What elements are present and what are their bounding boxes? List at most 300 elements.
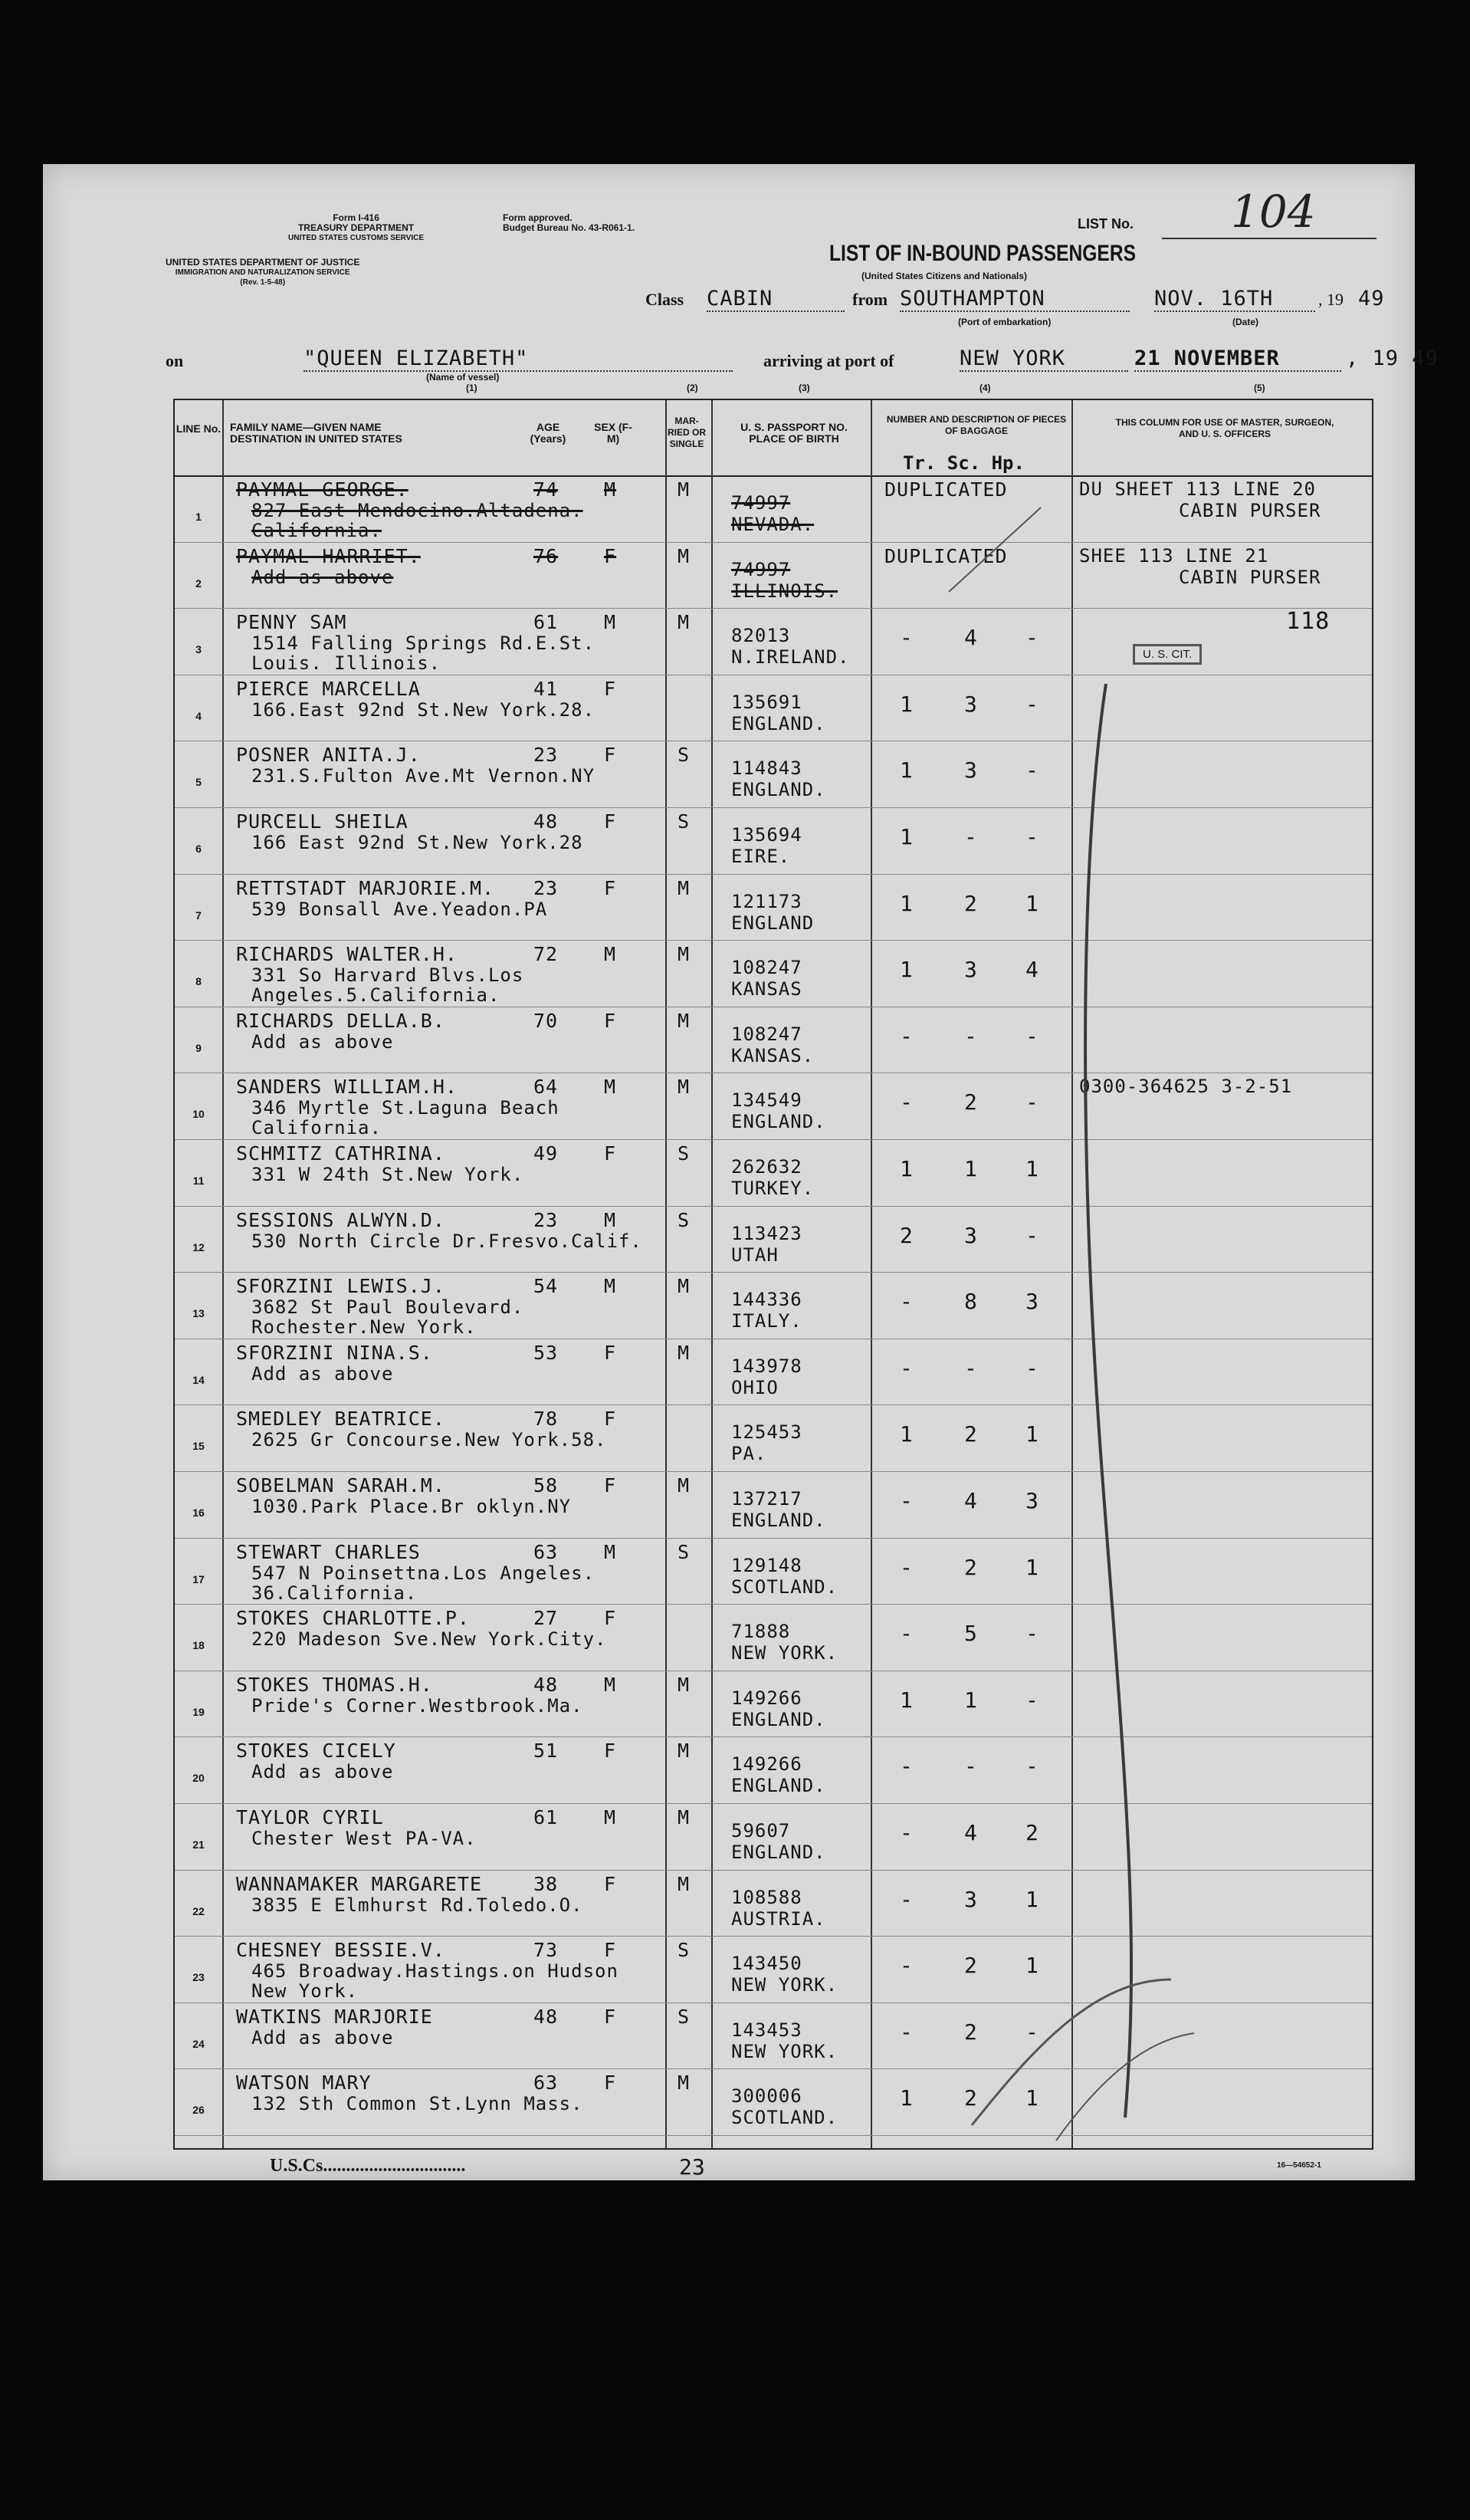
marital-status: M — [678, 1009, 691, 1032]
line-number: 22 — [192, 1904, 205, 1917]
form-header-left — [288, 213, 424, 243]
revision: (Rev. 1-5-48) — [240, 278, 286, 287]
baggage-trunks: 1 — [900, 2085, 914, 2111]
baggage-trunks: - — [900, 1621, 914, 1647]
destination-line-2: California. — [251, 520, 382, 541]
on-label: on — [166, 351, 184, 370]
baggage-handbags: 2 — [1025, 1820, 1039, 1845]
destination: 331 So Harvard Blvs.Los — [251, 964, 524, 987]
passport-number: 74997 — [731, 558, 791, 580]
baggage-handbags: 1 — [1025, 890, 1039, 916]
form-approved: Form approved. — [503, 212, 573, 223]
us-citizen-stamp: U. S. CIT. — [1133, 644, 1202, 665]
baggage-suitcases: - — [964, 1753, 978, 1779]
baggage-trunks: 1 — [900, 1421, 914, 1447]
destination: 220 Madeson Sve.New York.City. — [251, 1628, 607, 1651]
passport-number: 134549 — [731, 1089, 802, 1112]
marital-status: M — [678, 1341, 691, 1364]
line-number: 4 — [195, 709, 202, 722]
passenger-age: 74 — [533, 478, 559, 501]
customs-service: UNITED STATES CUSTOMS SERVICE — [288, 234, 425, 242]
passport-number: 143450 — [731, 1953, 802, 1975]
passenger-name: PAYMAL HARRIET. — [236, 544, 421, 567]
passenger-sex: M — [604, 1540, 617, 1563]
place-of-birth: EIRE. — [731, 846, 791, 867]
arriving-label: arriving at port of — [763, 351, 894, 370]
passenger-sex: F — [604, 1009, 617, 1032]
destination: 530 North Circle Dr.Fresvo.Calif. — [251, 1230, 642, 1252]
place-of-birth: N.IRELAND. — [731, 646, 850, 669]
passenger-sex: M — [604, 1208, 617, 1231]
passport-number: 108247 — [731, 957, 802, 979]
line-number: 20 — [192, 1772, 205, 1785]
budget-bureau: Budget Bureau No. 43-R061-1. — [503, 222, 635, 233]
baggage-suitcases: 3 — [964, 757, 978, 784]
baggage-suitcases: 2 — [964, 1421, 978, 1447]
passenger-age: 23 — [533, 744, 559, 767]
marital-status: S — [678, 1142, 691, 1165]
passport-number: 144336 — [731, 1289, 802, 1311]
baggage-suitcases: 4 — [964, 625, 978, 651]
baggage-note: DUPLICATED — [884, 478, 1008, 501]
line-number: 18 — [192, 1639, 205, 1652]
passenger-sex: F — [604, 744, 617, 767]
baggage-handbags: 3 — [1025, 1488, 1039, 1513]
marital-status: S — [678, 1208, 691, 1231]
marital-status: M — [678, 611, 691, 634]
place-of-birth: ENGLAND. — [731, 1111, 826, 1133]
baggage-handbags: - — [1025, 1355, 1039, 1381]
destination-line-2: New York. — [251, 1980, 359, 2003]
passenger-age: 76 — [533, 544, 559, 567]
destination: 3682 St Paul Boulevard. — [251, 1296, 524, 1319]
marital-status: M — [678, 1740, 691, 1763]
header-passport: U. S. PASSPORT NO. PLACE OF BIRTH — [740, 421, 848, 445]
baggage-handbags: - — [1025, 1687, 1039, 1713]
baggage-suitcases: - — [964, 1355, 978, 1381]
footer-leader-dots: .............................. — [327, 2156, 466, 2176]
passenger-name: WANNAMAKER MARGARETE — [236, 1872, 483, 1895]
passport-number: 114843 — [731, 757, 802, 780]
form-approval — [503, 213, 635, 233]
marital-status: M — [678, 478, 691, 501]
passenger-sex: M — [604, 1673, 617, 1696]
place-of-birth: OHIO — [731, 1376, 779, 1398]
year-prefix: , 19 — [1318, 290, 1344, 309]
passport-number: 82013 — [731, 625, 791, 647]
baggage-suitcases: 2 — [964, 1554, 978, 1580]
baggage-handbags: - — [1025, 1023, 1039, 1049]
place-of-birth: ITALY. — [731, 1310, 802, 1332]
header-baggage-types: Tr. Sc. Hp. — [903, 452, 1025, 474]
place-of-birth: NEW YORK. — [731, 1974, 838, 1996]
baggage-suitcases: 2 — [964, 2085, 978, 2111]
passport-number: 135691 — [731, 691, 802, 713]
destination: Chester West PA-VA. — [251, 1828, 477, 1849]
baggage-suitcases: 2 — [964, 1953, 978, 1979]
destination: 331 W 24th St.New York. — [251, 1164, 524, 1185]
passenger-age: 61 — [533, 611, 559, 634]
line-number: 10 — [192, 1108, 205, 1121]
baggage-suitcases: 4 — [964, 1820, 978, 1845]
passenger-age: 73 — [533, 1939, 559, 1962]
passenger-sex: F — [604, 1341, 617, 1364]
baggage-trunks: - — [900, 1488, 914, 1513]
destination: 539 Bonsall Ave.Yeadon.PA — [251, 898, 548, 920]
passport-number: 143453 — [731, 2019, 802, 2041]
arrival-port: NEW YORK — [960, 347, 1128, 372]
document-subtitle: (United States Citizens and Nationals) — [861, 271, 1028, 281]
passenger-name: TAYLOR CYRIL — [236, 1806, 384, 1828]
passport-number: 149266 — [731, 1753, 802, 1776]
destination-line-2: California. — [251, 1117, 382, 1139]
treasury-dept: TREASURY DEPARTMENT — [297, 222, 415, 233]
line-number: 8 — [195, 975, 202, 988]
marital-status: S — [678, 744, 691, 767]
marital-status: M — [678, 1806, 691, 1828]
marital-status: S — [678, 1540, 691, 1563]
baggage-trunks: 1 — [900, 757, 914, 784]
passport-number: 125453 — [731, 1421, 802, 1444]
marital-status: M — [678, 1076, 691, 1099]
passport-number: 108247 — [731, 1023, 802, 1045]
baggage-handbags: - — [1025, 2019, 1039, 2045]
line-number: 23 — [192, 1971, 205, 1984]
line-number: 16 — [192, 1506, 205, 1519]
list-number: 104 — [1231, 186, 1316, 238]
passenger-sex: M — [604, 478, 617, 501]
passenger-age: 48 — [533, 2005, 559, 2028]
destination-line-2: 36.California. — [251, 1582, 418, 1604]
baggage-suitcases: 4 — [964, 1488, 978, 1513]
marital-status: M — [678, 876, 691, 899]
baggage-trunks: - — [900, 1089, 914, 1115]
header-destination: DESTINATION IN UNITED STATES — [230, 432, 402, 445]
line-number: 13 — [192, 1307, 205, 1320]
baggage-trunks: - — [900, 1886, 914, 1912]
baggage-suitcases: 1 — [964, 1156, 978, 1181]
baggage-trunks: - — [900, 625, 914, 651]
header-married: MAR-RIED OR SINGLE — [667, 416, 706, 449]
marital-status: M — [678, 544, 691, 567]
passenger-name: WATSON MARY — [236, 2072, 372, 2095]
destination-line-2: Louis. Illinois. — [251, 652, 441, 675]
passenger-name: PENNY SAM — [236, 611, 347, 634]
place-of-birth: NEW YORK. — [731, 2040, 838, 2062]
place-of-birth: SCOTLAND. — [731, 1575, 838, 1598]
place-of-birth: AUSTRIA. — [731, 1907, 826, 1930]
manifest-sheet — [43, 164, 1439, 2180]
baggage-trunks: 1 — [900, 824, 914, 849]
baggage-trunks: 1 — [900, 1687, 914, 1713]
passenger-sex: F — [604, 2005, 617, 2028]
baggage-trunks: 1 — [900, 1156, 914, 1181]
baggage-trunks: - — [900, 1753, 914, 1779]
baggage-suitcases: 2 — [964, 1089, 978, 1115]
line-number: 24 — [192, 2037, 205, 2050]
year-suffix: 49 — [1358, 287, 1385, 310]
passenger-sex: M — [604, 1076, 617, 1099]
date-caption: (Date) — [1232, 317, 1259, 327]
arrival-date: 21 NOVEMBER — [1134, 347, 1341, 372]
baggage-trunks: - — [900, 1554, 914, 1580]
baggage-suitcases: - — [964, 824, 978, 849]
passport-number: 300006 — [731, 2085, 802, 2108]
passenger-name: STOKES CHARLOTTE.P. — [236, 1607, 470, 1630]
baggage-trunks: - — [900, 1023, 914, 1049]
passenger-age: 49 — [533, 1142, 559, 1165]
officer-remark: 118 — [1286, 608, 1331, 636]
passport-number: 137217 — [731, 1488, 802, 1510]
place-of-birth: PA. — [731, 1443, 767, 1465]
baggage-trunks: - — [900, 2019, 914, 2045]
line-number: 6 — [195, 843, 202, 855]
passenger-name: SMEDLEY BEATRICE. — [236, 1408, 445, 1431]
destination: 465 Broadway.Hastings.on Hudson — [251, 1960, 619, 1983]
passenger-name: SCHMITZ CATHRINA. — [236, 1142, 445, 1165]
passenger-sex: F — [604, 544, 617, 567]
place-of-birth: KANSAS — [731, 978, 802, 1000]
baggage-handbags: - — [1025, 757, 1039, 784]
marital-status: M — [678, 1474, 691, 1497]
passenger-name: SESSIONS ALWYN.D. — [236, 1208, 445, 1231]
baggage-handbags: - — [1025, 691, 1039, 717]
destination: Pride's Corner.Westbrook.Ma. — [251, 1694, 583, 1717]
marital-status: M — [678, 1673, 691, 1696]
baggage-trunks: 1 — [900, 890, 914, 916]
passenger-sex: M — [604, 611, 617, 634]
passenger-age: 38 — [533, 1872, 559, 1895]
passenger-name: STOKES THOMAS.H. — [236, 1673, 433, 1696]
officer-remark: SHEE 113 LINE 21 — [1079, 544, 1269, 567]
baggage-trunks: 2 — [900, 1222, 914, 1248]
form-number: Form I-416 — [333, 212, 379, 223]
line-number: 9 — [195, 1041, 202, 1054]
destination: 166.East 92nd St.New York.28. — [251, 698, 596, 721]
ins-label: IMMIGRATION AND NATURALIZATION SERVICE — [175, 268, 350, 277]
place-of-birth: ENGLAND. — [731, 1775, 826, 1797]
passenger-name: WATKINS MARJORIE — [236, 2005, 433, 2028]
passenger-age: 48 — [533, 810, 559, 833]
passenger-name: STOKES CICELY — [236, 1740, 396, 1763]
baggage-handbags: - — [1025, 1089, 1039, 1115]
place-of-birth: ENGLAND. — [731, 1708, 826, 1730]
header-age: AGE (Years) — [530, 421, 566, 445]
baggage-handbags: - — [1025, 625, 1039, 651]
baggage-handbags: - — [1025, 1621, 1039, 1647]
marital-status: S — [678, 810, 691, 833]
baggage-handbags: 4 — [1025, 957, 1039, 983]
document-title: LIST OF IN-BOUND PASSENGERS — [829, 241, 1137, 266]
baggage-handbags: 1 — [1025, 1156, 1039, 1181]
passenger-sex: F — [604, 1142, 617, 1165]
place-of-birth: ILLINOIS. — [731, 580, 838, 602]
passport-number: 143978 — [731, 1355, 802, 1377]
passenger-sex: F — [604, 1939, 617, 1962]
line-number: 12 — [192, 1240, 205, 1253]
passport-number: 74997 — [731, 492, 791, 514]
passenger-age: 78 — [533, 1408, 559, 1431]
passenger-sex: F — [604, 677, 617, 700]
place-of-birth: SCOTLAND. — [731, 2107, 838, 2129]
passenger-name: PIERCE MARCELLA — [236, 677, 421, 700]
destination: Add as above — [251, 2026, 394, 2049]
place-of-birth: ENGLAND. — [731, 1510, 826, 1531]
baggage-suitcases: 2 — [964, 2019, 978, 2045]
vessel-caption: (Name of vessel) — [426, 372, 500, 383]
passenger-age: 58 — [533, 1474, 559, 1497]
passport-number: 121173 — [731, 890, 802, 912]
line-number: 21 — [192, 1838, 205, 1851]
col-num-2: (2) — [687, 383, 698, 393]
passport-number: 108588 — [731, 1886, 802, 1908]
passport-number: 262632 — [731, 1156, 802, 1178]
baggage-trunks: - — [900, 1953, 914, 1979]
list-no-underline — [1162, 238, 1376, 239]
destination: Add as above — [251, 1761, 394, 1783]
passenger-name: SFORZINI LEWIS.J. — [236, 1275, 445, 1298]
passenger-name: SFORZINI NINA.S. — [236, 1341, 433, 1364]
arrival-year: , 19 49 — [1346, 347, 1439, 370]
passenger-age: 41 — [533, 677, 559, 700]
baggage-suitcases: 5 — [964, 1621, 978, 1647]
place-of-birth: NEVADA. — [731, 514, 815, 535]
col-num-1: (1) — [466, 383, 477, 393]
list-no-label: LIST No. — [1078, 216, 1134, 232]
baggage-handbags: - — [1025, 824, 1039, 849]
vessel-name: "QUEEN ELIZABETH" — [304, 347, 733, 372]
baggage-handbags: 3 — [1025, 1289, 1039, 1315]
passenger-name: SANDERS WILLIAM.H. — [236, 1076, 458, 1099]
place-of-birth: ENGLAND — [731, 912, 815, 934]
handwritten-pencil-marks — [941, 477, 1370, 2148]
baggage-suitcases: 3 — [964, 957, 978, 983]
passenger-sex: M — [604, 1275, 617, 1298]
place-of-birth: ENGLAND. — [731, 779, 826, 801]
line-number: 1 — [195, 511, 202, 523]
passenger-age: 27 — [533, 1607, 559, 1630]
embarkation-date: NOV. 16TH — [1154, 287, 1315, 312]
baggage-handbags: - — [1025, 1222, 1039, 1248]
passenger-name: RETTSTADT MARJORIE.M. — [236, 876, 495, 899]
passenger-name: CHESNEY BESSIE.V. — [236, 1939, 445, 1962]
destination: Add as above — [251, 1030, 394, 1053]
passport-number: 149266 — [731, 1687, 802, 1709]
us-citizens-label: U.S.Cs. — [270, 2156, 328, 2176]
passenger-age: 48 — [533, 1673, 559, 1696]
baggage-suitcases: 2 — [964, 890, 978, 916]
marital-status: S — [678, 1939, 691, 1962]
passenger-age: 23 — [533, 1208, 559, 1231]
passport-number: 59607 — [731, 1820, 791, 1842]
baggage-trunks: 1 — [900, 957, 914, 983]
header-officers: THIS COLUMN FOR USE OF MASTER, SURGEON, AND U. S. OFFICERS — [1115, 417, 1334, 439]
from-label: from — [852, 290, 888, 309]
destination-line-2: Angeles.5.California. — [251, 984, 500, 1007]
baggage-suitcases: 1 — [964, 1687, 978, 1713]
passenger-sex: M — [604, 1806, 617, 1828]
col-num-4: (4) — [979, 383, 991, 393]
passenger-name: PURCELL SHEILA — [236, 810, 409, 833]
baggage-handbags: 1 — [1025, 1953, 1039, 1979]
passenger-age: 23 — [533, 876, 559, 899]
passenger-age: 64 — [533, 1076, 559, 1099]
line-number: 15 — [192, 1440, 205, 1453]
baggage-handbags: 1 — [1025, 2085, 1039, 2111]
passenger-name: STEWART CHARLES — [236, 1540, 421, 1563]
passport-number: 113423 — [731, 1222, 802, 1244]
line-number: 19 — [192, 1705, 205, 1718]
baggage-note: DUPLICATED — [884, 544, 1008, 567]
place-of-birth: TURKEY. — [731, 1178, 815, 1199]
destination: 166 East 92nd St.New York.28 — [251, 832, 583, 853]
marital-status: M — [678, 1275, 691, 1298]
header-line-no: LINE No. — [176, 422, 221, 435]
col-num-3: (3) — [799, 383, 810, 393]
class-label: Class — [645, 290, 684, 309]
line-number: 3 — [195, 643, 202, 656]
port-of-embarkation: SOUTHAMPTON — [900, 287, 1130, 312]
passenger-name: PAYMAL GEORGE. — [236, 478, 409, 501]
passenger-age: 51 — [533, 1740, 559, 1763]
officer-remark: DU SHEET 113 LINE 20 — [1079, 478, 1316, 500]
passenger-age: 63 — [533, 1540, 559, 1563]
passenger-age: 54 — [533, 1275, 559, 1298]
port-caption: (Port of embarkation) — [958, 317, 1052, 327]
destination: 132 Sth Common St.Lynn Mass. — [251, 2093, 583, 2115]
baggage-handbags: - — [1025, 1753, 1039, 1779]
line-number: 26 — [192, 2104, 205, 2117]
baggage-handbags: 1 — [1025, 1886, 1039, 1912]
col-num-5: (5) — [1254, 383, 1265, 393]
destination: 1030.Park Place.Br oklyn.NY — [251, 1496, 572, 1517]
place-of-birth: ENGLAND. — [731, 712, 826, 734]
destination: Add as above — [251, 1362, 394, 1385]
marital-status: M — [678, 943, 691, 966]
passenger-sex: F — [604, 1740, 617, 1763]
header-baggage: NUMBER AND DESCRIPTION OF PIECES OF BAGGAGE — [886, 414, 1067, 436]
baggage-trunks: 1 — [900, 691, 914, 717]
passport-number: 135694 — [731, 824, 802, 846]
baggage-suitcases: 3 — [964, 691, 978, 717]
passenger-sex: F — [604, 1474, 617, 1497]
baggage-suitcases: 8 — [964, 1289, 978, 1315]
passport-number: 71888 — [731, 1621, 791, 1643]
destination: 827 East Mendocino.Altadena. — [251, 500, 583, 521]
form-code: 16—54652-1 — [1277, 2161, 1321, 2170]
place-of-birth: NEW YORK. — [731, 1642, 838, 1664]
passenger-table — [173, 383, 1373, 2150]
passenger-age: 53 — [533, 1341, 559, 1364]
officer-remark: 0300-364625 3-2-51 — [1079, 1076, 1293, 1098]
passenger-sex: F — [604, 1408, 617, 1431]
passenger-sex: F — [604, 2072, 617, 2095]
baggage-handbags: 1 — [1025, 1554, 1039, 1580]
header-sex: SEX (F-M) — [594, 421, 632, 445]
line-number: 7 — [195, 908, 202, 922]
baggage-handbags: 1 — [1025, 1421, 1039, 1447]
place-of-birth: KANSAS. — [731, 1044, 815, 1066]
destination: Add as above — [251, 566, 394, 588]
baggage-suitcases: 3 — [964, 1222, 978, 1248]
line-number: 14 — [192, 1373, 205, 1386]
baggage-trunks: - — [900, 1289, 914, 1315]
destination: 1514 Falling Springs Rd.E.St. — [251, 632, 596, 655]
passport-number: 129148 — [731, 1554, 802, 1576]
justice-block — [166, 258, 359, 287]
passenger-name: RICHARDS WALTER.H. — [236, 943, 458, 966]
line-number: 5 — [195, 776, 202, 789]
